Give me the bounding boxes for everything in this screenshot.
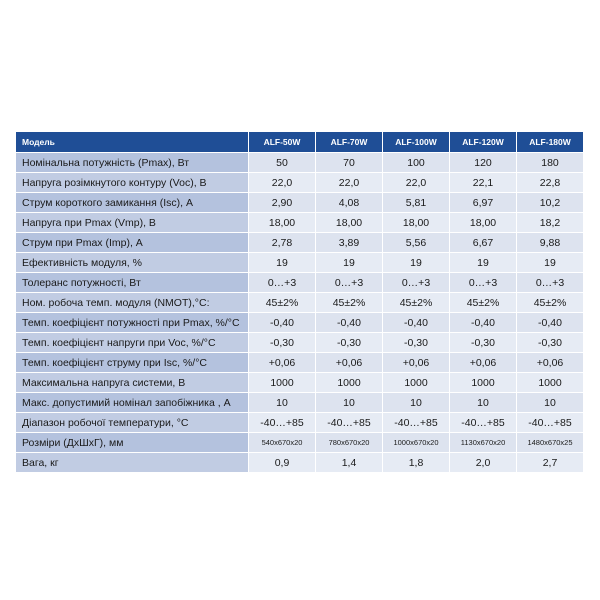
cell-value: 19 (316, 253, 383, 273)
table-row (16, 353, 584, 373)
cell-value: 50 (249, 153, 316, 173)
header-row (16, 132, 584, 153)
cell-value: 120 (450, 153, 517, 173)
cell-value: 5,56 (383, 233, 450, 253)
cell-value: 2,90 (249, 193, 316, 213)
cell-value: -0,30 (450, 333, 517, 353)
cell-value: 10 (450, 393, 517, 413)
cell-value: 1000 (383, 373, 450, 393)
row-label: Розміри (ДхШхГ), мм (16, 433, 249, 453)
cell-value: 19 (383, 253, 450, 273)
cell-value: +0,06 (517, 353, 584, 373)
cell-value: 1000 (316, 373, 383, 393)
cell-value: 3,89 (316, 233, 383, 253)
table-row (16, 153, 584, 173)
header-model-3: ALF-100W (383, 132, 450, 153)
cell-value: 22,0 (316, 173, 383, 193)
cell-value: 10 (383, 393, 450, 413)
cell-value: -40…+85 (316, 413, 383, 433)
cell-value: -0,30 (383, 333, 450, 353)
header-model-1: ALF-50W (249, 132, 316, 153)
cell-value: -0,40 (316, 313, 383, 333)
cell-value: -0,30 (316, 333, 383, 353)
cell-value: 0…+3 (517, 273, 584, 293)
row-label: Ефективність модуля, % (16, 253, 249, 273)
row-label: Діапазон робочої температури, °С (16, 413, 249, 433)
cell-value: 2,0 (450, 453, 517, 473)
cell-value: 4,08 (316, 193, 383, 213)
cell-value: -40…+85 (249, 413, 316, 433)
cell-value: 10 (517, 393, 584, 413)
cell-value: 18,00 (383, 213, 450, 233)
cell-value: 6,97 (450, 193, 517, 213)
row-label: Напруга розімкнутого контуру (Voc), В (16, 173, 249, 193)
cell-value: 0…+3 (316, 273, 383, 293)
cell-value: 18,00 (249, 213, 316, 233)
cell-value: +0,06 (316, 353, 383, 373)
cell-value: 45±2% (517, 293, 584, 313)
cell-value: 18,00 (316, 213, 383, 233)
cell-value: +0,06 (249, 353, 316, 373)
cell-value: 1,4 (316, 453, 383, 473)
cell-value: 180 (517, 153, 584, 173)
table-row (16, 413, 584, 433)
table-row (16, 373, 584, 393)
cell-value: 540x670x20 (249, 433, 316, 453)
cell-value: 10 (249, 393, 316, 413)
row-label: Максимальна напруга системи, В (16, 373, 249, 393)
table-row (16, 253, 584, 273)
cell-value: 22,1 (450, 173, 517, 193)
cell-value: 5,81 (383, 193, 450, 213)
table-row (16, 293, 584, 313)
cell-value: 19 (249, 253, 316, 273)
cell-value: 0…+3 (383, 273, 450, 293)
table-row (16, 453, 584, 473)
row-label: Темп. коефіцієнт струму при Isc, %/°С (16, 353, 249, 373)
row-label: Струм при Pmax (Imp), А (16, 233, 249, 253)
cell-value: +0,06 (383, 353, 450, 373)
cell-value: 100 (383, 153, 450, 173)
row-label: Темп. коефіцієнт потужності при Pmax, %/°С (16, 313, 249, 333)
cell-value: 10,2 (517, 193, 584, 213)
row-label: Струм короткого замикання (Isc), А (16, 193, 249, 213)
cell-value: 0,9 (249, 453, 316, 473)
cell-value: 45±2% (249, 293, 316, 313)
row-label: Вага, кг (16, 453, 249, 473)
cell-value: 1000 (249, 373, 316, 393)
cell-value: 2,78 (249, 233, 316, 253)
spec-table (16, 132, 584, 473)
cell-value: -0,40 (517, 313, 584, 333)
table-row (16, 193, 584, 213)
cell-value: 18,2 (517, 213, 584, 233)
cell-value: -0,30 (517, 333, 584, 353)
cell-value: 9,88 (517, 233, 584, 253)
cell-value: 1130x670x20 (450, 433, 517, 453)
cell-value: 45±2% (450, 293, 517, 313)
header-model-label: Модель (16, 132, 249, 153)
cell-value: 22,8 (517, 173, 584, 193)
cell-value: 0…+3 (249, 273, 316, 293)
table-row (16, 313, 584, 333)
cell-value: -0,40 (249, 313, 316, 333)
table-row (16, 213, 584, 233)
cell-value: 22,0 (383, 173, 450, 193)
header-model-2: ALF-70W (316, 132, 383, 153)
cell-value: 1000x670x20 (383, 433, 450, 453)
cell-value: 45±2% (316, 293, 383, 313)
cell-value: -0,30 (249, 333, 316, 353)
table-row (16, 233, 584, 253)
row-label: Темп. коефіцієнт напруги при Voc, %/°С (16, 333, 249, 353)
cell-value: -40…+85 (383, 413, 450, 433)
cell-value: -0,40 (450, 313, 517, 333)
row-label: Ном. робоча темп. модуля (NMOT),°С: (16, 293, 249, 313)
cell-value: 1000 (517, 373, 584, 393)
table-row (16, 273, 584, 293)
cell-value: -40…+85 (450, 413, 517, 433)
row-label: Толеранс потужності, Вт (16, 273, 249, 293)
row-label: Напруга при Pmax (Vmp), В (16, 213, 249, 233)
cell-value: 780x670x20 (316, 433, 383, 453)
cell-value: 2,7 (517, 453, 584, 473)
spec-table-body (16, 153, 584, 473)
cell-value: 45±2% (383, 293, 450, 313)
cell-value: 6,67 (450, 233, 517, 253)
cell-value: -0,40 (383, 313, 450, 333)
cell-value: 1000 (450, 373, 517, 393)
cell-value: 0…+3 (450, 273, 517, 293)
table-row (16, 173, 584, 193)
table-row (16, 333, 584, 353)
cell-value: 10 (316, 393, 383, 413)
cell-value: 1480x670x25 (517, 433, 584, 453)
cell-value: 22,0 (249, 173, 316, 193)
cell-value: -40…+85 (517, 413, 584, 433)
header-model-4: ALF-120W (450, 132, 517, 153)
cell-value: 1,8 (383, 453, 450, 473)
table-row (16, 393, 584, 413)
row-label: Номінальна потужність (Pmax), Вт (16, 153, 249, 173)
cell-value: 19 (450, 253, 517, 273)
cell-value: 18,00 (450, 213, 517, 233)
cell-value: +0,06 (450, 353, 517, 373)
cell-value: 19 (517, 253, 584, 273)
row-label: Макс. допустимий номінал запобіжника , А (16, 393, 249, 413)
cell-value: 70 (316, 153, 383, 173)
table-row (16, 433, 584, 453)
header-model-5: ALF-180W (517, 132, 584, 153)
